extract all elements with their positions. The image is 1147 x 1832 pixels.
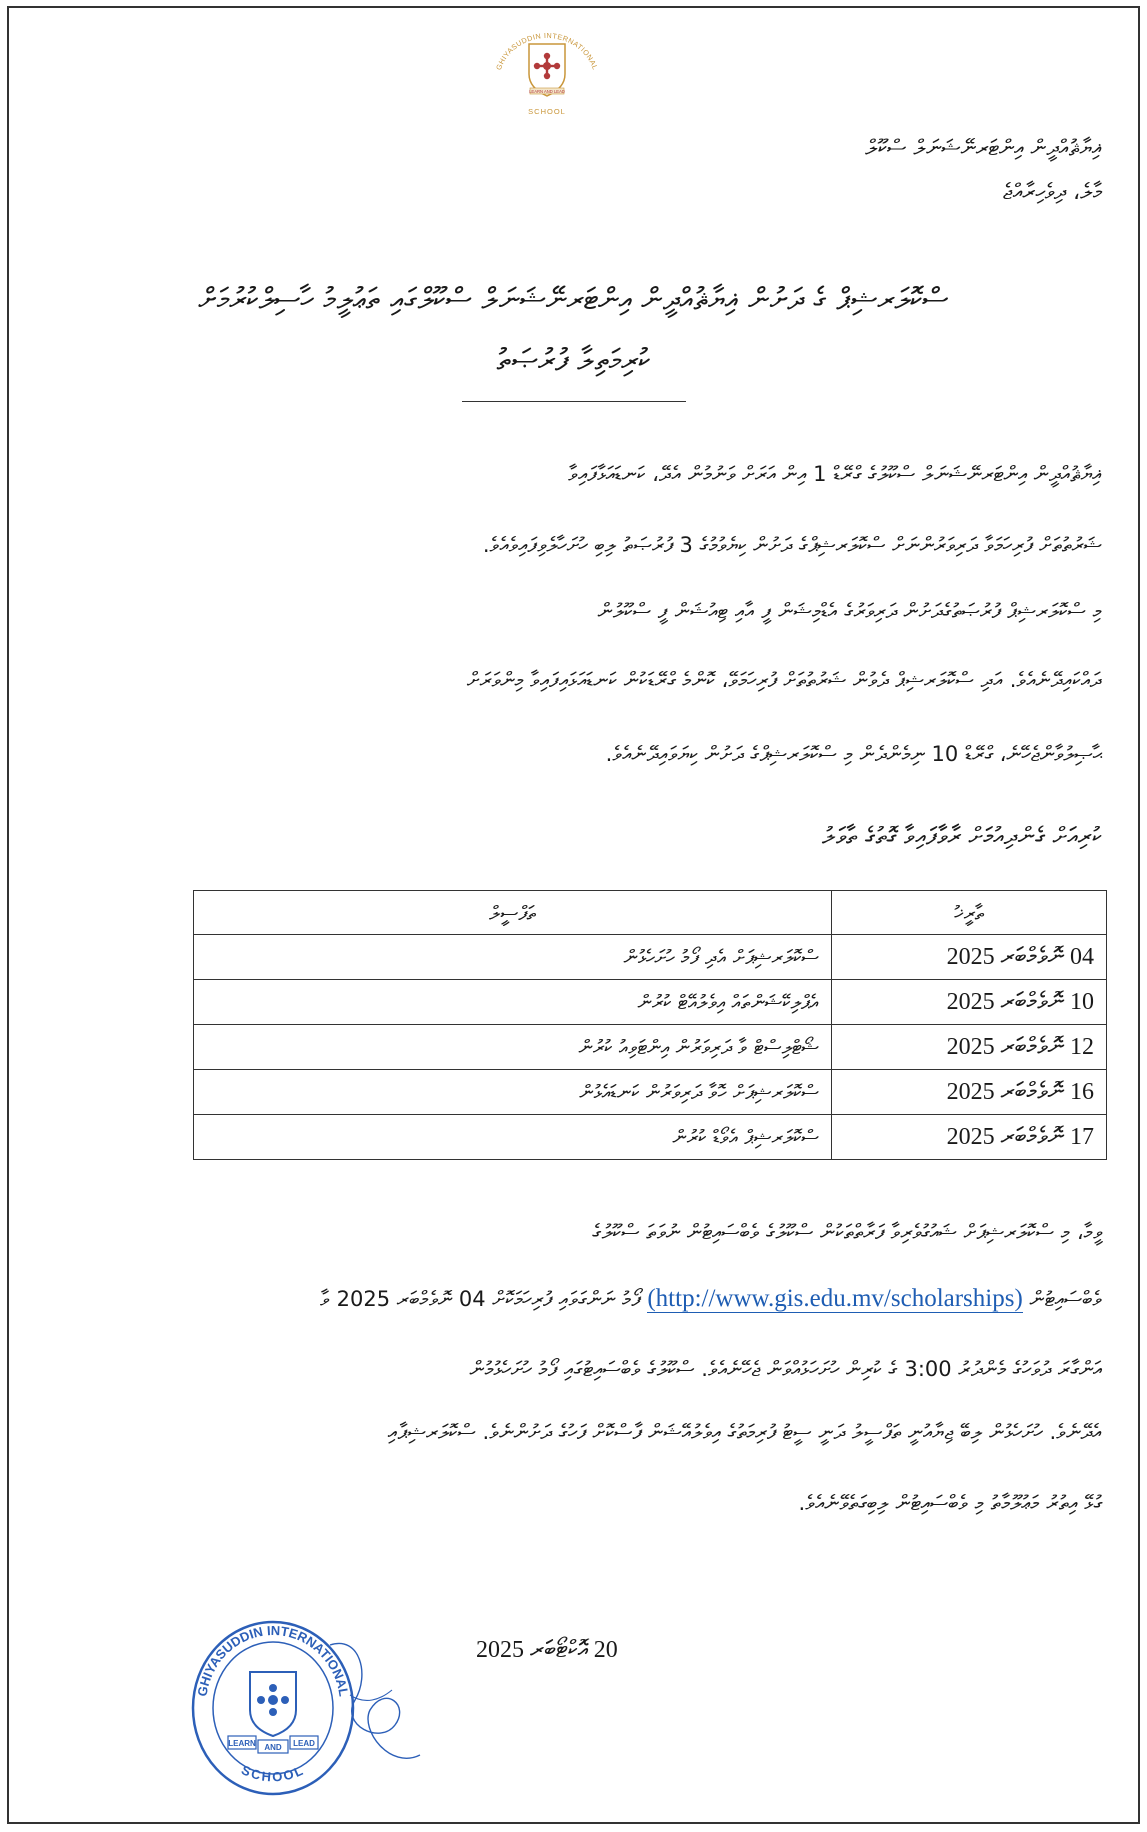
logo-motto: LEARN AND LEAD <box>529 89 565 94</box>
scholarships-link[interactable]: (http://www.gis.edu.mv/scholarships) <box>647 1285 1023 1312</box>
row-activity: ސްކޮލަރޝިޕަށް އެދި ފޯމު ހުށަހެޅުން <box>194 935 832 980</box>
signature <box>300 1605 440 1785</box>
row-date: 16 ނޮވެމްބަރ 2025 <box>832 1070 1107 1115</box>
stamp-motto-learn: LEARN <box>228 1739 256 1748</box>
address-city: މާލެ، ދިވެހިރާއްޖެ <box>1002 180 1102 205</box>
column-header-activity: ތަފްސީލް <box>194 891 832 935</box>
table-row <box>194 980 1107 1025</box>
closing-paragraph-line: އަންގާރަ ދުވަހުގެ މެންދުރު 3:00 ގެ ކުރިން ހުށަހަޅުއްވަން ޖެހޭނެއެވެ. ސްކޫލުގެ ވެބްސައިޓުގައި ފޯމު ހުށަހެޅުމުން <box>469 1357 1102 1381</box>
row-activity: ޝޯޓްލިސްޓް ވާ ދަރިވަރުން އިންޓަވިއު ކުރުން <box>194 1025 832 1070</box>
closing-line2-part-before-link: ފޯމު ނަންގަވައި ފުރިހަމަކޮށް 04 ނޮވެމްބަރ 2025 ވާ <box>319 1287 641 1311</box>
closing-paragraph-line: އެދޭނެވެ. ހުށަހެޅުން ލިބޭ ޖިޔާއުނީ ތަފްސީލު ދަނީ ސީޓު ފުރިމަތުގެ އިވެލުއޭޝަން ފާސްކޮށް ފަހުގެ ދަށުންނެވެ. ސްކޮލަރޝިޕާއި <box>387 1420 1102 1444</box>
address-school-name: ޣިޔާޘުއްދީން އިންޓަރނޭޝަނަލް ސްކޫލް <box>865 136 1102 161</box>
row-date: 10 ނޮވެމްބަރ 2025 <box>832 980 1107 1025</box>
svg-text:SCHOOL <box>239 1762 307 1784</box>
stamp-motto-and: AND <box>264 1743 282 1752</box>
closing-paragraph-line: ވީމާ، މި ސްކޮލަރޝިޕަށް ޝައުގުވެރިވާ ފަރާތްތަކުން ސްކޫލުގެ ވެބްސައިޓުން ނުވަތަ ސްކޫލުގެ <box>592 1220 1102 1244</box>
table-row <box>194 1025 1107 1070</box>
stamp-text-top: GHIYASUDDIN INTERNATIONAL <box>194 1622 352 1698</box>
logo-text-bottom: SCHOOL <box>528 107 566 116</box>
stamp-motto-lead: LEAD <box>293 1739 315 1748</box>
stamp-text-bottom: SCHOOL <box>239 1762 307 1785</box>
schedule-heading: ކުރިއަށް ގެންދިއުމަށް ރާވާފައިވާ ގޮތުގެ ތާވަލު <box>821 822 1102 850</box>
row-activity: ސްކޮލަރޝިޕަށް ހޮވާ ދަރިވަރުން ކަނޑައެޅުން <box>194 1070 832 1115</box>
intro-paragraph-line: ޙާޞިލުވާންޖެހޭނެ، ގްރޭޑް 10 ނިމެންދެން މި ސްކޮލަރޝިޕްގެ ދަށުން ކިޔަވައިދޭނެއެވެ. <box>605 742 1102 766</box>
closing-paragraph-line: ގުޅޭ އިތުރު މަޢުލޫމާތު މި ވެބްސައިޓުން ލިބިގަތެވޭނެއެވެ. <box>798 1491 1102 1515</box>
row-date: 12 ނޮވެމްބަރ 2025 <box>832 1025 1107 1070</box>
table-row <box>194 1070 1107 1115</box>
column-header-date: ތާރީޚު <box>832 891 1107 935</box>
intro-paragraph-line: ޣިޔާޘުއްދީން އިންޓަރނޭޝަނަލް ސްކޫލުގެ ގްރޭޑް 1 އިން އަރަށް ވަނުމުން އެދޭ، ކަނޑައަޅާފައިވާ <box>568 462 1102 486</box>
school-logo <box>483 30 611 122</box>
row-date: 17 ނޮވެމްބަރ 2025 <box>832 1115 1107 1160</box>
table-header-row <box>194 891 1107 935</box>
title-line-1: ސްކޮލަރޝިޕް ގެ ދަށުން ޣިޔާޘުއްދީން އިންޓަރނޭޝަނަލް ސްކޫލްގައި ތަޢުލީމު ހާސިލްކުރުމަށް <box>198 282 949 317</box>
row-date: 04 ނޮވެމްބަރ 2025 <box>832 935 1107 980</box>
intro-paragraph-line: ޝަރުތުތަށް ފުރިހަމަވާ ދަރިވަރުންނަށް ސްކޮލަރޝިޕްގެ ދަށުން ކިޔެވުމުގެ 3 ފުރުޞަތު ލިބި ހުށަހާލެވިފައިވެއެވެ. <box>482 533 1102 557</box>
schedule-table <box>193 890 1107 1160</box>
logo-text-top: GHIYASUDDIN INTERNATIONAL <box>494 30 600 72</box>
closing-paragraph-line-with-link <box>45 1284 1102 1314</box>
table-row <box>194 935 1107 980</box>
row-activity: އެޕްލިކޭޝަންތައް އިވެލުއޭޓް ކުރުން <box>194 980 832 1025</box>
intro-paragraph-line: ދައްކައިދޭނެއެވެ. އަދި ސްކޮލަރޝިޕް ދެވުން ޝަރުތުތަށް ފުރިހަމަވޭ، ކޮންމެ ގްރޭޑަކުން ކަނޑައަޅައިފައިވާ މިންވަރަށް <box>466 668 1102 692</box>
closing-line2-part-after-link: ވެބްސައިޓުން <box>1029 1287 1102 1311</box>
table-row <box>194 1115 1107 1160</box>
intro-paragraph-line: މި ސްކޮލަރޝިޕް ފުރުޞަތުގެދަށުން ދަރިވަރުގެ އެޑްމިޝަން ފީ އާއި ޓިއުޝަން ފީ ސްކޫލުން <box>597 599 1102 623</box>
title-underline <box>462 401 686 402</box>
title-line-2: ކުރިމަތިލާ ފުރުޞަތު <box>496 343 651 378</box>
letter-date: 20 އޮކްޓޯބަރ 2025 <box>476 1637 618 1663</box>
row-activity: ސްކޮލަރޝިޕް އެވޯޑް ކުރުން <box>194 1115 832 1160</box>
